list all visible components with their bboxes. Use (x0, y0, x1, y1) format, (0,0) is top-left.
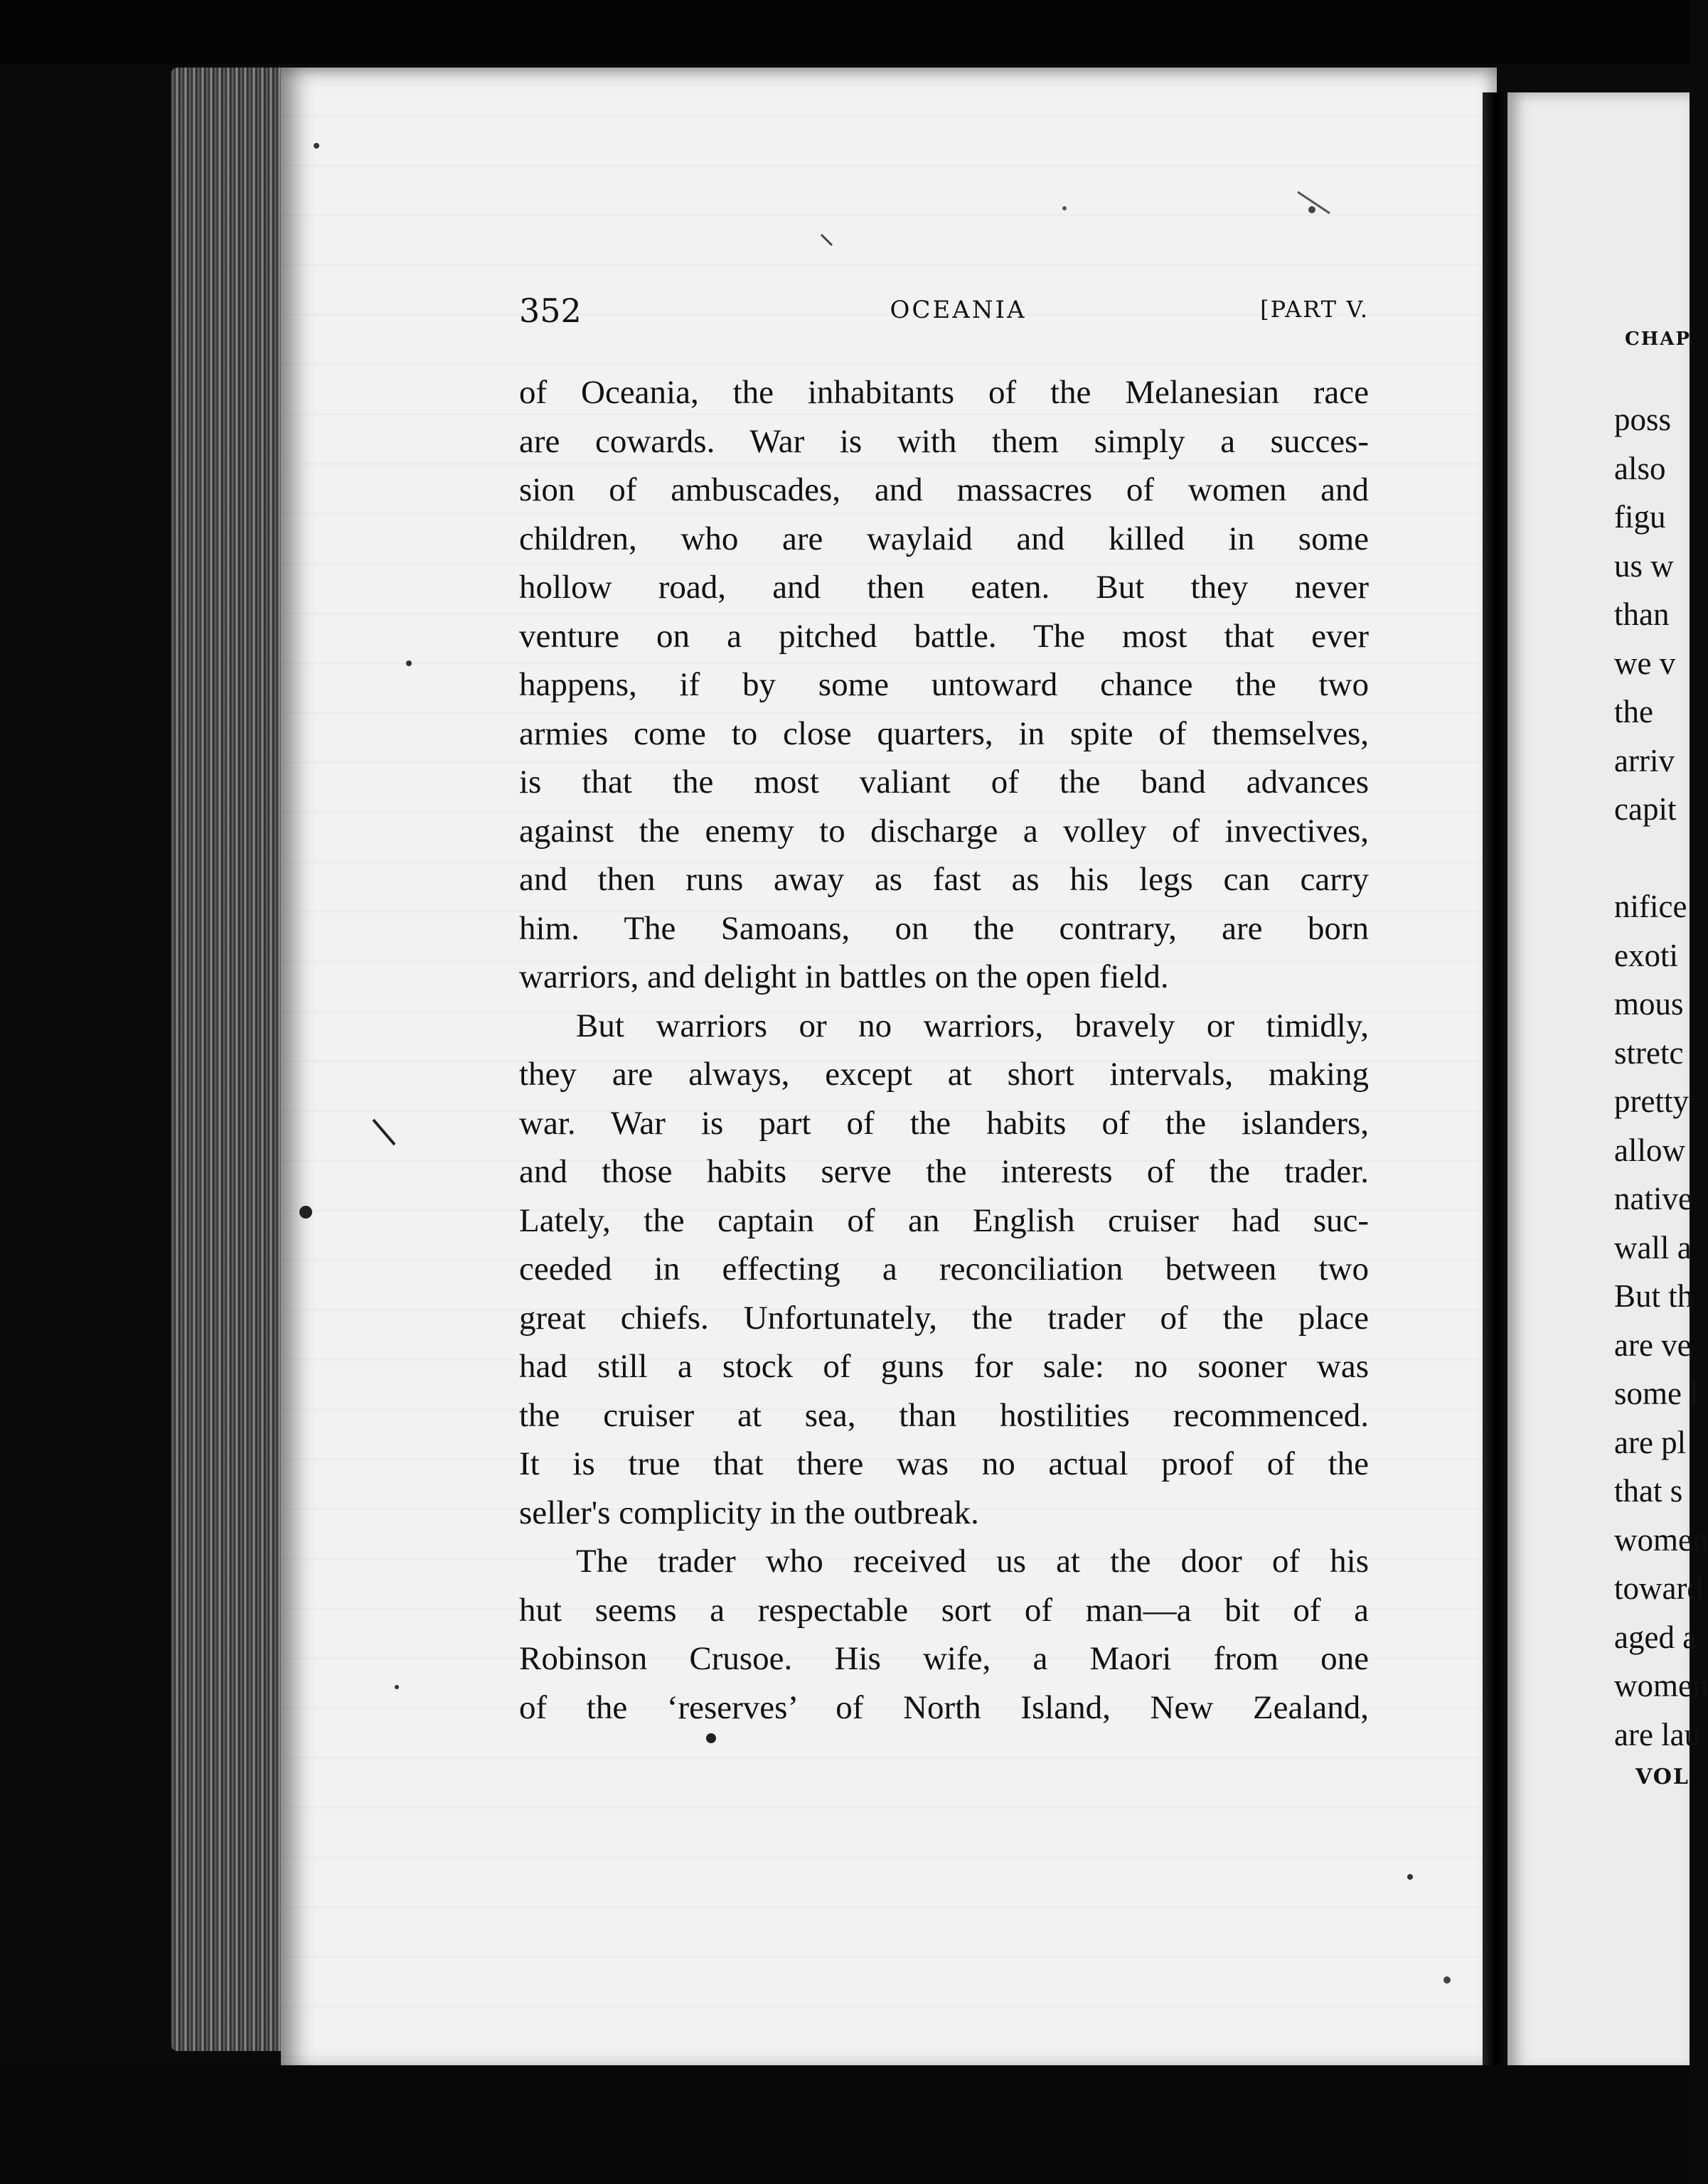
right-text-line: than (1614, 596, 1670, 632)
text-line: had still a stock of guns for sale: no sooner was (519, 1348, 1369, 1385)
text-line: of Oceania, the inhabitants of the Melanesian race (519, 374, 1369, 411)
text-line: of the ‘reserves’ of North Island, New Zealand, (519, 1688, 1369, 1726)
text-line: hollow road, and then eaten. But they never (519, 569, 1369, 606)
right-text-line: that s (1614, 1473, 1683, 1509)
text-line: the cruiser at sea, than hostilities recommenced. (519, 1396, 1369, 1434)
right-text-line (1614, 834, 1708, 883)
right-text-line: But th (1614, 1278, 1694, 1314)
right-page-footer: VOL (1635, 1765, 1690, 1789)
text-line: It is true that there was no actual proof of the (519, 1445, 1369, 1482)
text-line: happens, if by some untoward chance the two (519, 666, 1369, 703)
right-text-line: exoti (1614, 937, 1678, 973)
right-text-line: us w (1614, 547, 1674, 584)
right-text-line: are ve (1614, 1327, 1692, 1363)
text-line: The trader who received us at the door of his (576, 1543, 1369, 1580)
right-text-line: allow (1614, 1132, 1685, 1168)
right-text-line: poss (1614, 402, 1672, 437)
body-text (519, 368, 1369, 1732)
running-head (519, 291, 1369, 334)
text-line: hut seems a respectable sort of man—a bit of a (519, 1591, 1369, 1629)
text-line: armies come to close quarters, in spite of themselves, (519, 714, 1369, 752)
right-text-line: aged a (1614, 1619, 1697, 1655)
text-line: Lately, the captain of an English cruiser had suc- (519, 1201, 1369, 1239)
right-text-line: we v (1614, 645, 1676, 681)
right-text-line: are lau (1614, 1716, 1701, 1752)
text-line: and then runs away as fast as his legs can carry (519, 861, 1369, 898)
text-line: great chiefs. Unfortunately, the trader of the place (519, 1299, 1369, 1337)
right-text-line: figu (1614, 499, 1666, 535)
right-text-line: wall a (1614, 1229, 1692, 1265)
running-title: OCEANIA (890, 296, 1027, 324)
right-page-text (1614, 395, 1708, 1759)
right-text-line: pretty (1614, 1083, 1689, 1119)
scan-border-bottom (0, 2065, 1690, 2184)
right-text-line: arriv (1614, 742, 1675, 778)
text-line: him. The Samoans, on the contrary, are born (519, 909, 1369, 947)
right-text-line: capit (1614, 791, 1677, 827)
book-gutter (1483, 92, 1511, 2069)
scan-border-top (0, 0, 1690, 64)
right-text-line: nifice (1614, 889, 1687, 924)
text-line: and those habits serve the interests of the trader. (519, 1153, 1369, 1190)
right-text-line: mous (1614, 986, 1684, 1022)
text-line: ceeded in effecting a reconciliation between two (519, 1251, 1369, 1288)
right-text-line: the (1614, 694, 1653, 729)
text-line: are cowards. War is with them simply a succes- (519, 422, 1369, 460)
page-number: 352 (519, 291, 582, 330)
text-line: children, who are waylaid and killed in some (519, 520, 1369, 557)
text-line: is that the most valiant of the band advances (519, 764, 1369, 801)
text-line: war. War is part of the habits of the islanders, (519, 1104, 1369, 1142)
part-label: [PART V. (1260, 296, 1369, 323)
text-line: against the enemy to discharge a volley of invectives, (519, 812, 1369, 850)
text-line: they are always, except at short intervals, making (519, 1056, 1369, 1093)
text-line: sion of ambuscades, and massacres of women and (519, 471, 1369, 508)
text-line: seller's complicity in the outbreak. (519, 1494, 979, 1531)
right-text-line: are pl (1614, 1424, 1687, 1460)
right-text-line: women (1614, 1668, 1708, 1703)
right-page-running-head: CHAP. (1625, 328, 1696, 350)
right-text-line: also (1614, 450, 1666, 486)
right-text-line: some l (1614, 1376, 1699, 1411)
text-line: venture on a pitched battle. The most that ever (519, 617, 1369, 655)
page-edges (171, 68, 292, 2051)
text-line: But warriors or no warriors, bravely or timidly, (576, 1007, 1369, 1044)
right-text-line: toward (1614, 1570, 1703, 1606)
text-line: Robinson Crusoe. His wife, a Maori from one (519, 1640, 1369, 1677)
right-text-line: women (1614, 1521, 1708, 1558)
right-text-line: native (1614, 1181, 1692, 1216)
text-line: warriors, and delight in battles on the open field. (519, 958, 1169, 995)
right-text-line: stretc (1614, 1034, 1684, 1071)
